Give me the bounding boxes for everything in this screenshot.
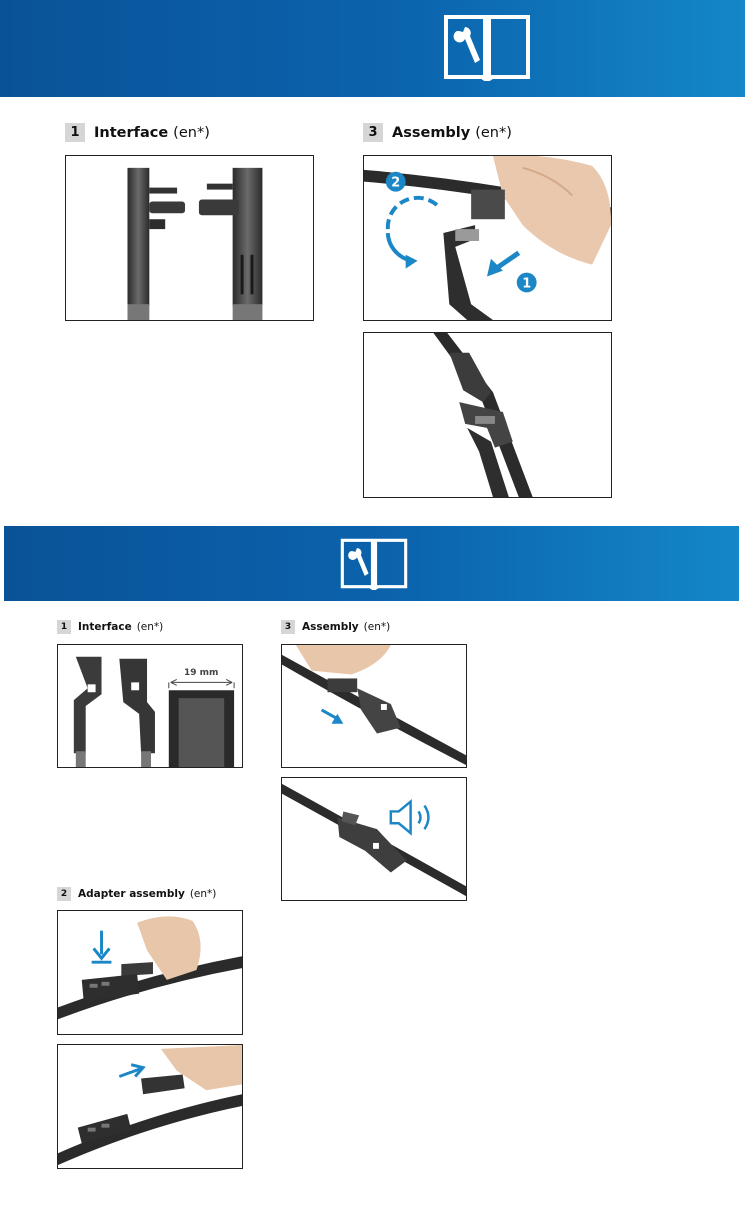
language-note: (en*) — [475, 124, 512, 141]
language-note: (en*) — [363, 621, 391, 633]
step-number: 3 — [281, 620, 295, 634]
step-number: 1 — [57, 620, 71, 634]
s2-assembly-image-2 — [281, 777, 467, 901]
step-number: 1 — [65, 123, 85, 142]
badge-2: 2 — [391, 175, 401, 191]
book-wrench-icon — [443, 13, 531, 81]
language-note: (en*) — [189, 888, 217, 900]
s2-interface-image — [57, 644, 243, 768]
book-wrench-icon — [340, 537, 408, 590]
s1-step-1-heading — [65, 123, 210, 142]
s2-adapter-image-1 — [57, 910, 243, 1035]
step-number: 3 — [363, 123, 383, 142]
measurement-label: 19 mm — [184, 668, 219, 678]
step-title: Assembly — [302, 621, 359, 633]
s2-adapter-image-2 — [57, 1044, 243, 1169]
section-1-banner — [0, 0, 745, 97]
language-note: (en*) — [173, 124, 210, 141]
s2-step-2-heading — [57, 887, 216, 901]
s2-step-1-heading — [57, 620, 163, 634]
s2-step-3-heading — [281, 620, 390, 634]
s1-interface-image — [65, 155, 314, 321]
step-number: 2 — [57, 887, 71, 901]
badge-1: 1 — [522, 276, 532, 292]
s1-step-3-heading — [363, 123, 512, 142]
step-title: Interface — [94, 124, 169, 141]
language-note: (en*) — [136, 621, 164, 633]
s2-assembly-image-1 — [281, 644, 467, 768]
step-title: Adapter assembly — [78, 888, 185, 900]
s1-assembly-image-2 — [363, 332, 612, 498]
s1-assembly-image-1 — [363, 155, 612, 321]
step-title: Interface — [78, 621, 132, 633]
step-title: Assembly — [392, 124, 471, 141]
